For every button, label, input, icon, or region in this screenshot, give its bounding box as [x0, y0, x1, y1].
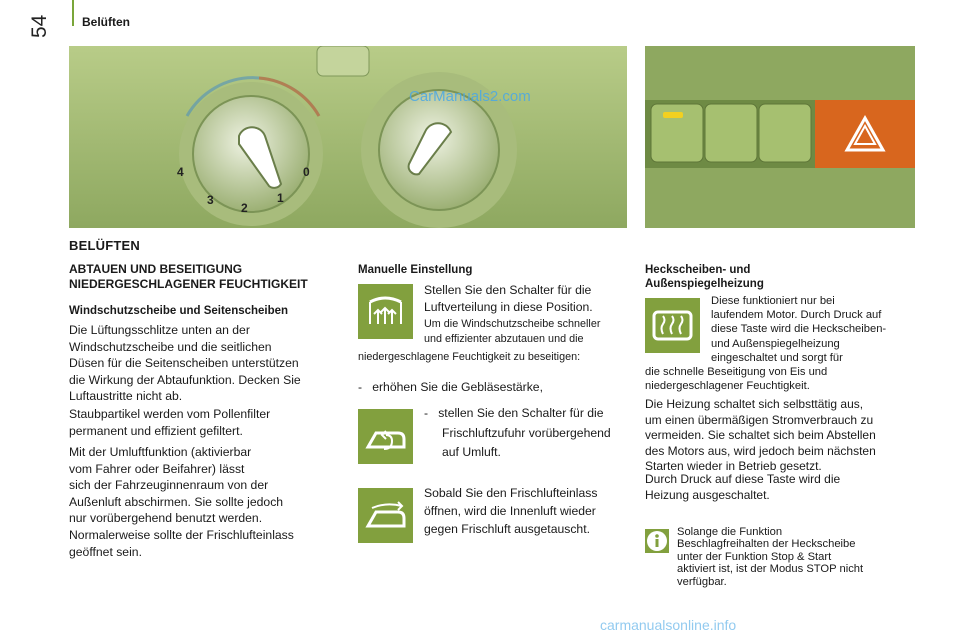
text-line: Sobald Sie den Frischlufteinlass [424, 486, 598, 500]
text-line: Düsen für die Seitenscheiben unterstützen [69, 356, 299, 371]
fresh-air-icon [358, 488, 413, 543]
text-line: eingeschaltet und sorgt für [711, 351, 843, 364]
text-line: niedergeschlagener Feuchtigkeit. [645, 380, 810, 393]
dashboard-buttons-photo [645, 46, 915, 228]
column3-paragraph1a [711, 294, 921, 365]
text-line: und effizienter abzutauen und die [424, 333, 584, 346]
text-line: laufendem Motor. Durch Druck auf [711, 309, 882, 322]
text-line: Die Lüftungsschlitze unten an der [69, 323, 250, 337]
column3-paragraph2 [645, 397, 940, 475]
text-line: Luftaustritte nicht ab. [69, 389, 183, 404]
header-accent-bar [72, 0, 74, 26]
column2-step1-note [424, 317, 634, 348]
dial-label-3: 3 [207, 193, 214, 207]
text-line: Frischluftzufuhr vorübergehend [442, 425, 611, 440]
buttons-illustration [645, 46, 915, 228]
column2-step1-note-end: niedergeschlagene Feuchtigkeit zu beseitigen: [358, 351, 581, 363]
watermark: CarManuals2.com [409, 88, 531, 105]
text-line: Starten wieder in Betrieb gesetzt. [645, 459, 822, 474]
recirculation-icon [358, 409, 413, 464]
text-line: sich der Fahrzeuginnenraum von der [69, 478, 269, 493]
column2-step3 [424, 404, 634, 463]
rear-demist-icon-box [645, 298, 700, 353]
text-line: öffnen, wird die Innenluft wieder [424, 504, 596, 518]
page-number: 54 [28, 14, 51, 38]
text-line: unter der Funktion Stop & Start [677, 550, 832, 563]
text-line: gegen Frischluft ausgetauscht. [424, 522, 590, 536]
text-line: und Außenspiegelheizung [711, 337, 840, 350]
column2-step1 [424, 282, 634, 315]
dial-label-0: 0 [303, 165, 310, 179]
dials-illustration [69, 46, 627, 228]
text-line: Staubpartikel werden vom Pollenfilter [69, 407, 271, 421]
text-line: nur vorübergehend benutzt werden. [69, 511, 263, 526]
text-line: Die Heizung schaltet sich selbsttätig aus, [645, 397, 864, 411]
text-line: um einen übermäßigen Stromverbrauch zu [645, 412, 874, 427]
text-line: - stellen Sie den Schalter für die [424, 406, 604, 420]
text-line: Heckscheiben- und [645, 264, 751, 276]
main-heading: BELÜFTEN [69, 238, 140, 253]
text-line: Heizung ausgeschaltet. [645, 487, 770, 502]
info-icon-box [645, 529, 669, 553]
text-line: verfügbar. [677, 575, 727, 588]
text-line: Diese funktioniert nur bei [711, 295, 835, 307]
text-line: die schnelle Beseitigung von Eis und [645, 366, 828, 378]
column2-step2: - erhöhen Sie die Gebläsestärke, [358, 380, 543, 394]
info-icon [645, 529, 669, 553]
text-line: Mit der Umluftfunktion (aktivierbar [69, 445, 252, 459]
text-line: geöffnet sein. [69, 544, 142, 559]
text-line: Außenluft abschirmen. Sie sollte jedoch [69, 494, 284, 509]
windscreen-vent-icon [358, 284, 413, 339]
text-line: Luftverteilung in diese Position. [424, 299, 593, 314]
dial-label-2: 2 [241, 201, 248, 215]
windscreen-vent-icon-box [358, 284, 413, 339]
fresh-air-icon-box [358, 488, 413, 543]
footer-watermark: carmanualsonline.info [600, 617, 737, 633]
column1-paragraph1 [69, 322, 339, 405]
recirculation-icon-box [358, 409, 413, 464]
dial-label-1: 1 [277, 191, 284, 205]
text-line: Solange die Funktion [677, 526, 783, 538]
text-line: Außenspiegelheizung [645, 278, 764, 290]
text-line: des Motors aus, wird jedoch beim nächsten [645, 443, 876, 458]
section-title: Belüften [82, 15, 130, 29]
text-line: aktiviert ist, ist der Modus STOP nicht [677, 563, 864, 576]
column2-title: Manuelle Einstellung [358, 264, 473, 276]
text-line: vermeiden. Sie schaltet sich beim Abstellen [645, 428, 876, 443]
info-note [677, 526, 937, 588]
column2-step4 [424, 484, 634, 538]
text-line: permanent und effizient gefiltert. [69, 423, 243, 438]
column1-subtitle: Windschutzscheibe und Seitenscheiben [69, 305, 289, 317]
text-line: Windschutzscheibe und die seitlichen [69, 339, 272, 354]
column1-paragraph2 [69, 406, 339, 439]
text-line: Normalerweise sollte der Frischlufteinlass [69, 527, 294, 542]
text-line: Um die Windschutzscheibe schneller [424, 318, 601, 330]
column1-paragraph3 [69, 444, 349, 560]
text-line: Beschlagfreihalten der Heckscheibe [677, 538, 856, 551]
rear-demist-icon [645, 298, 700, 353]
text-line: die Wirkung der Abtaufunktion. Decken Sie [69, 372, 301, 387]
column1-title: ABTAUEN UND BESEITIGUNG NIEDERGESCHLAGENER FEUCHTIGKEIT [69, 262, 308, 291]
text-line: auf Umluft. [442, 445, 501, 459]
column3-title [645, 263, 764, 291]
text-line: diese Taste wird die Heckscheiben- [711, 323, 887, 336]
text-line: Durch Druck auf diese Taste wird die [645, 472, 841, 486]
text-line: Stellen Sie den Schalter für die [424, 283, 592, 297]
column3-paragraph3 [645, 472, 940, 503]
dashboard-dials-photo [69, 46, 627, 228]
dial-label-4: 4 [177, 165, 184, 179]
text-line: vom Fahrer oder Beifahrer) lässt [69, 461, 245, 476]
column3-paragraph1b [645, 365, 935, 393]
